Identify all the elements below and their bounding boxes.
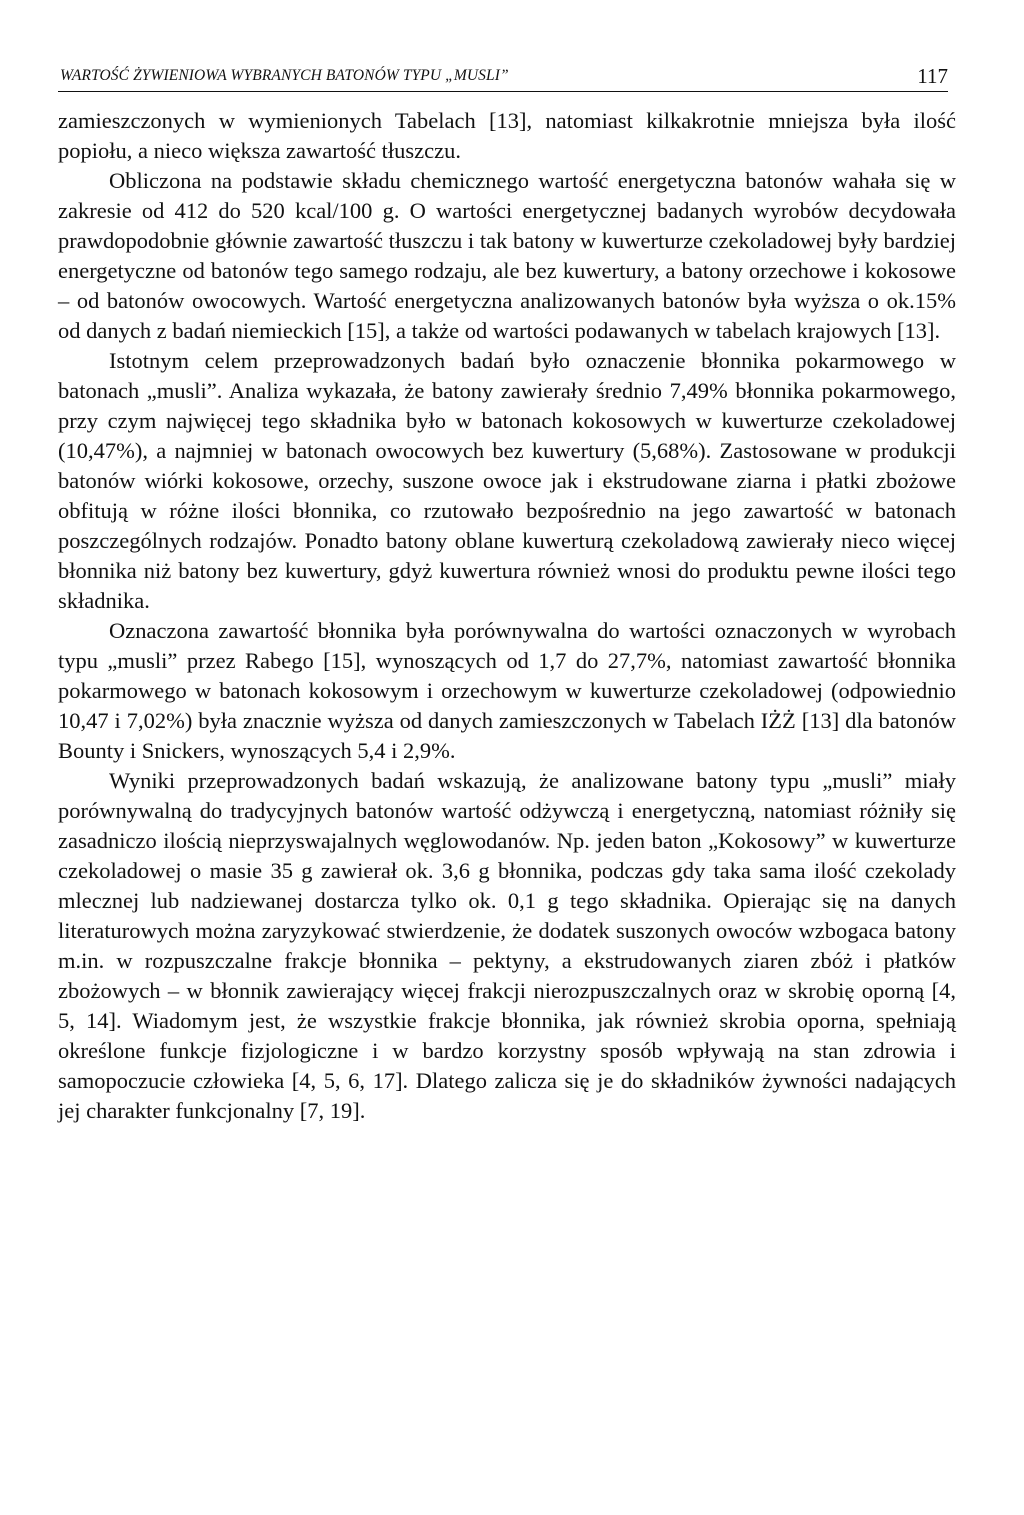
- running-header-title: WARTOŚĆ ŻYWIENIOWA WYBRANYCH BATONÓW TYPU „MUSLI”: [60, 67, 509, 84]
- paragraph-dietary-fiber: Istotnym celem przeprowadzonych badań było oznaczenie błonnika pokarmowego w batonach „musli”. Analiza wykazała, że batony zawierały średnio 7,49% błonnika pokarmowego, przy czym najwięcej tego składnika było w batonach kokosowych w kuwerturze czekoladowej (10,47%), a najmniej w batonach owocowych bez kuwertury (5,68%). Zastosowane w produkcji batonów wiórki kokosowe, orzechy, suszone owoce jak i ekstrudowane ziarna i płatki zbożowe obfitują w różne ilości błonnika, co rzutowało bezpośrednio na jego zawartość w batonach poszczególnych rodzajów. Ponadto batony oblane kuwerturą czekoladową zawierały nieco więcej błonnika niż batony bez kuwertury, gdyż kuwertura również wnosi do produktu pewne ilości tego składnika.: [58, 348, 956, 613]
- paragraph-fiber-comparison: Oznaczona zawartość błonnika była porównywalna do wartości oznaczonych w wyrobach typu „musli” przez Rabego [15], wynoszących od 1,7 do 27,7%, natomiast zawartość błonnika pokarmowego w batonach kokosowym i orzechowym w kuwerturze czekoladowej (odpowiednio 10,47 i 7,02%) była znacznie wyższa od danych zamieszczonych w Tabelach IŻŻ [13] dla batonów Bounty i Snickers, wynoszących 5,4 i 2,9%.: [58, 618, 956, 763]
- paragraph-continuation: zamieszczonych w wymienionych Tabelach [13], natomiast kilkakrotnie mniejsza była ilość popiołu, a nieco większa zawartość tłuszczu.: [58, 108, 956, 163]
- paragraph-conclusions: Wyniki przeprowadzonych badań wskazują, że analizowane batony typu „musli” miały porównywalną do tradycyjnych batonów wartość odżywczą i energetyczną, natomiast różniły się zasadniczo ilością nieprzyswajalnych węglowodanów. Np. jeden baton „Kokosowy” w kuwerturze czekoladowej o masie 35 g zawierał ok. 3,6 g błonnika, podczas gdy taka sama ilość czekolady mlecznej lub nadziewanej dostarcza tylko ok. 0,1 g tego składnika. Opierając się na danych literaturowych można zaryzykować stwierdzenie, że dodatek suszonych owoców wzbogaca batony m.in. w rozpuszczalne frakcje błonnika – pektyny, a ekstrudowanych ziaren zbóż i płatków zbożowych – w błonnik zawierający więcej frakcji nierozpuszczalnych oraz w skrobię oporną [4, 5, 14]. Wiadomym jest, że wszystkie frakcje błonnika, jak również skrobia oporna, spełniają określone funkcje fizjologiczne i w bardzo korzystny sposób wpływają na stan zdrowia i samopoczucie człowieka [4, 5, 6, 17]. Dlatego zalicza się je do składników żywności nadających jej charakter funkcjonalny [7, 19].: [58, 768, 956, 1123]
- body-text: [58, 106, 956, 1126]
- paragraph-energy-value: Obliczona na podstawie składu chemicznego wartość energetyczna batonów wahała się w zakresie od 412 do 520 kcal/100 g. O wartości energetycznej badanych wyrobów decydowała prawdopodobnie głównie zawartość tłuszczu i tak batony w kuwerturze czekoladowej były bardziej energetyczne od batonów tego samego rodzaju, ale bez kuwertury, a batony orzechowe i kokosowe – od batonów owocowych. Wartość energetyczna analizowanych batonów była wyższa o ok.15% od danych z badań niemieckich [15], a także od wartości podawanych w tabelach krajowych [13].: [58, 168, 956, 343]
- running-header: [58, 61, 948, 92]
- page-number: 117: [917, 64, 948, 88]
